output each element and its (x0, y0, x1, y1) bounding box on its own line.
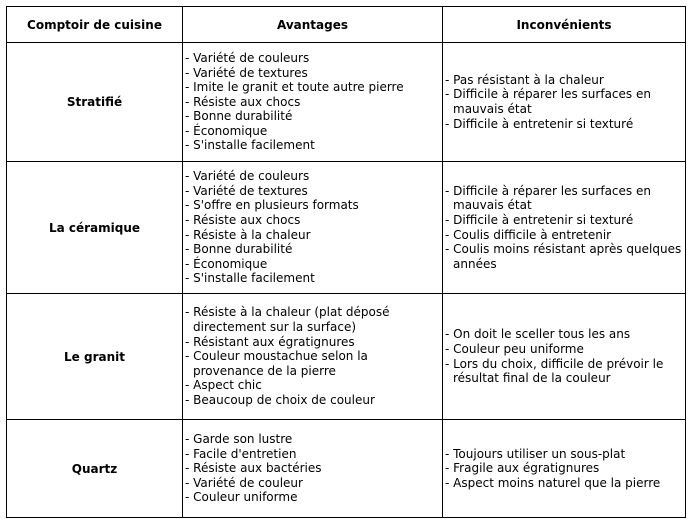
list-item: - Pas résistant à la chaleur (445, 72, 604, 87)
list-item: - Difficile à entretenir si texturé (445, 116, 634, 131)
inconvenients-cell (443, 162, 686, 294)
list-item: - Lors du choix, difficile de prévoir le résultat final de la couleur (445, 356, 664, 386)
list-item: - Coulis difficile à entretenir (445, 227, 612, 242)
list-item: - Résiste à la chaleur (plat déposé directement sur la surface) (185, 305, 390, 335)
list-item: - Difficile à réparer les surfaces en mauvais état (445, 183, 651, 213)
avantages-list (185, 432, 442, 505)
list-item: - Beaucoup de choix de couleur (185, 392, 375, 407)
comparison-table (6, 6, 686, 518)
list-item: - Facile d'entretien (185, 446, 297, 461)
inconvenients-cell (443, 420, 686, 518)
list-item: - Variété de couleurs (185, 169, 310, 184)
list-item: - On doit le sceller tous les ans (445, 327, 631, 342)
table-row (7, 420, 686, 518)
list-item: - Couleur uniforme (185, 490, 298, 505)
list-item: - Aspect moins naturel que la pierre (445, 475, 661, 490)
table-row (7, 162, 686, 294)
list-item: - S'offre en plusieurs formats (185, 198, 359, 213)
list-item: - Variété de couleur (185, 475, 303, 490)
list-item: - S'installe facilement (185, 138, 315, 153)
list-item: - Variété de textures (185, 183, 308, 198)
list-item: - Variété de textures (185, 65, 308, 80)
inconvenients-list (445, 73, 685, 131)
avantages-cell (183, 43, 443, 162)
countertop-name: Le granit (7, 294, 183, 420)
list-item: - Toujours utiliser un sous-plat (445, 446, 626, 461)
list-item: - Variété de couleurs (185, 50, 310, 65)
list-item: - Couleur moustachue selon la provenance de la pierre (185, 349, 368, 378)
table-row (7, 294, 686, 420)
list-item: - Difficile à réparer les surfaces en mauvais état (445, 87, 651, 116)
list-item: - Fragile aux égratignures (445, 461, 600, 476)
list-item: - Aspect chic (185, 378, 262, 393)
avantages-cell (183, 420, 443, 518)
header-inconvenients: Inconvénients (443, 7, 686, 43)
inconvenients-cell (443, 294, 686, 420)
inconvenients-list (445, 447, 685, 491)
list-item: - Résistant aux égratignures (185, 334, 355, 349)
list-item: - S'installe facilement (185, 271, 315, 286)
list-item: - Bonne durabilité (185, 109, 293, 124)
avantages-list (185, 305, 442, 407)
avantages-list (185, 169, 442, 286)
list-item: - Résiste aux chocs (185, 94, 301, 109)
inconvenients-list (445, 327, 685, 385)
countertop-name: La céramique (7, 162, 183, 294)
inconvenients-cell (443, 43, 686, 162)
list-item: - Économique (185, 256, 268, 271)
inconvenients-list (445, 184, 685, 272)
header-comptoir: Comptoir de cuisine (7, 7, 183, 43)
list-item: - Difficile à entretenir si texturé (445, 212, 634, 227)
header-avantages: Avantages (183, 7, 443, 43)
list-item: - Résiste aux bactéries (185, 461, 322, 476)
table-row (7, 43, 686, 162)
countertop-name: Quartz (7, 420, 183, 518)
list-item: - Bonne durabilité (185, 242, 293, 257)
list-item: - Coulis moins résistant après quelques années (445, 242, 682, 271)
avantages-cell (183, 162, 443, 294)
header-row (7, 7, 686, 43)
list-item: - Couleur peu uniforme (445, 341, 584, 356)
avantages-cell (183, 294, 443, 420)
list-item: - Économique (185, 123, 268, 138)
countertop-name: Stratifié (7, 43, 183, 162)
list-item: - Imite le granit et toute autre pierre (185, 80, 404, 95)
avantages-list (185, 51, 442, 153)
list-item: - Résiste à la chaleur (185, 227, 311, 242)
list-item: - Garde son lustre (185, 432, 293, 447)
list-item: - Résiste aux chocs (185, 212, 301, 227)
